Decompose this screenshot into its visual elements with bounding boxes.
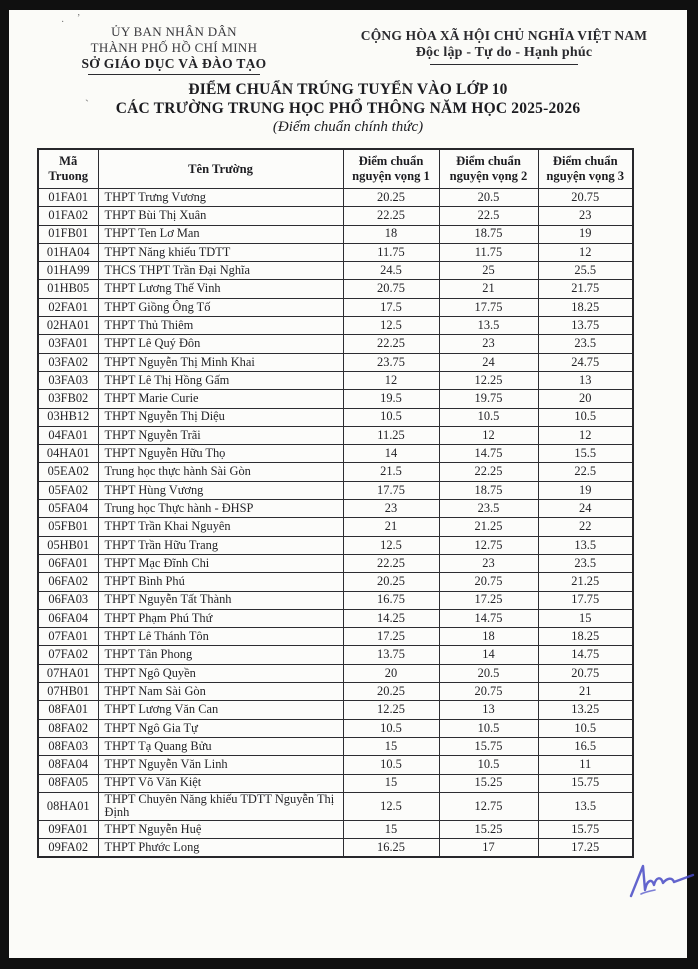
nv2-score-cell: 23 bbox=[439, 554, 538, 572]
nv2-score-cell: 12.25 bbox=[439, 371, 538, 389]
nv2-score-cell: 14.75 bbox=[439, 445, 538, 463]
document-title-line-2: CÁC TRƯỜNG TRUNG HỌC PHỔ THÔNG NĂM HỌC 2025-2026 bbox=[115, 100, 581, 117]
school-name-cell: THPT Nguyễn Thị Minh Khai bbox=[98, 353, 343, 371]
nv3-score-cell: 20.75 bbox=[538, 189, 633, 207]
table-row bbox=[38, 463, 633, 481]
table-row bbox=[38, 207, 633, 225]
nv1-score-cell: 21.5 bbox=[343, 463, 439, 481]
nv1-score-cell: 18 bbox=[343, 225, 439, 243]
nv1-score-cell: 15 bbox=[343, 737, 439, 755]
school-name-cell: THPT Lương Văn Can bbox=[98, 701, 343, 719]
nv2-score-cell: 20.5 bbox=[439, 189, 538, 207]
nv3-score-cell: 19 bbox=[538, 225, 633, 243]
school-code-cell: 08FA01 bbox=[38, 701, 98, 719]
table-row bbox=[38, 518, 633, 536]
nv1-score-cell: 16.75 bbox=[343, 591, 439, 609]
nv3-score-cell: 17.75 bbox=[538, 591, 633, 609]
nv1-score-cell: 22.25 bbox=[343, 554, 439, 572]
nv1-score-cell: 12 bbox=[343, 371, 439, 389]
authority-line-2: THÀNH PHỐ HỒ CHÍ MINH bbox=[90, 40, 258, 55]
nv3-score-cell: 21.75 bbox=[538, 280, 633, 298]
nv2-score-cell: 19.75 bbox=[439, 390, 538, 408]
table-row bbox=[38, 591, 633, 609]
nv1-score-cell: 20.25 bbox=[343, 189, 439, 207]
nv1-score-cell: 17.75 bbox=[343, 481, 439, 499]
table-row bbox=[38, 774, 633, 792]
nv2-score-cell: 12 bbox=[439, 426, 538, 444]
nv3-score-cell: 23 bbox=[538, 207, 633, 225]
nv1-score-cell: 20.25 bbox=[343, 683, 439, 701]
table-row bbox=[38, 426, 633, 444]
school-code-header bbox=[38, 149, 98, 189]
school-name-cell: THPT Marie Curie bbox=[98, 390, 343, 408]
nv2-score-cell: 21 bbox=[439, 280, 538, 298]
nv3-score-cell: 22 bbox=[538, 518, 633, 536]
school-name-cell: THPT Ten Lơ Man bbox=[98, 225, 343, 243]
authority-line-1: ỦY BAN NHÂN DÂN bbox=[111, 24, 237, 39]
nv1-score-cell: 14.25 bbox=[343, 609, 439, 627]
nv1-score-cell: 15 bbox=[343, 774, 439, 792]
school-name-cell: THPT Bùi Thị Xuân bbox=[98, 207, 343, 225]
nv2-score-cell: 22.5 bbox=[439, 207, 538, 225]
nv3-score-cell: 25.5 bbox=[538, 262, 633, 280]
nv2-score-cell: 10.5 bbox=[439, 756, 538, 774]
school-code-cell: 08FA04 bbox=[38, 756, 98, 774]
school-code-cell: 02HA01 bbox=[38, 317, 98, 335]
school-name-cell: THPT Phạm Phú Thứ bbox=[98, 609, 343, 627]
scan-speck: ʼ bbox=[77, 13, 81, 24]
school-code-cell: 07HB01 bbox=[38, 683, 98, 701]
nv3-score-cell: 24.75 bbox=[538, 353, 633, 371]
national-title: CỘNG HÒA XÃ HỘI CHỦ NGHĨA VIỆT NAM bbox=[360, 28, 648, 43]
table-row bbox=[38, 445, 633, 463]
admission-score-table bbox=[37, 148, 634, 858]
school-name-cell: THPT Nguyễn Trãi bbox=[98, 426, 343, 444]
school-name-cell: THPT Lương Thế Vinh bbox=[98, 280, 343, 298]
document-subtitle: (Điểm chuẩn chính thức) bbox=[272, 119, 424, 135]
table-row bbox=[38, 408, 633, 426]
school-name-cell: Trung học thực hành Sài Gòn bbox=[98, 463, 343, 481]
nv2-score-cell: 12.75 bbox=[439, 536, 538, 554]
nv1-header-line2: nguyện vọng 1 bbox=[352, 169, 430, 183]
school-code-cell: 01FA02 bbox=[38, 207, 98, 225]
school-code-cell: 04HA01 bbox=[38, 445, 98, 463]
nv1-score-cell: 20.75 bbox=[343, 280, 439, 298]
table-row bbox=[38, 756, 633, 774]
nv3-score-header bbox=[538, 149, 633, 189]
nv2-score-cell: 15.25 bbox=[439, 820, 538, 838]
school-name-cell: Trung học Thực hành - ĐHSP bbox=[98, 500, 343, 518]
table-row bbox=[38, 839, 633, 858]
school-name-cell: THPT Tân Phong bbox=[98, 646, 343, 664]
nv2-score-cell: 17 bbox=[439, 839, 538, 858]
nv1-score-cell: 22.25 bbox=[343, 335, 439, 353]
school-code-cell: 07FA02 bbox=[38, 646, 98, 664]
table-row bbox=[38, 719, 633, 737]
school-name-cell: THPT Phước Long bbox=[98, 839, 343, 858]
school-name-cell: THPT Mạc Đĩnh Chi bbox=[98, 554, 343, 572]
nv2-score-cell: 21.25 bbox=[439, 518, 538, 536]
nv1-score-cell: 21 bbox=[343, 518, 439, 536]
school-code-cell: 05FB01 bbox=[38, 518, 98, 536]
table-row bbox=[38, 335, 633, 353]
school-name-cell: THPT Tạ Quang Bửu bbox=[98, 737, 343, 755]
table-row bbox=[38, 262, 633, 280]
school-code-cell: 01FB01 bbox=[38, 225, 98, 243]
nv3-score-cell: 13.5 bbox=[538, 792, 633, 820]
nv2-score-cell: 17.75 bbox=[439, 298, 538, 316]
nv1-score-cell: 16.25 bbox=[343, 839, 439, 858]
nv1-score-cell: 10.5 bbox=[343, 408, 439, 426]
nv3-score-cell: 18.25 bbox=[538, 298, 633, 316]
table-row bbox=[38, 628, 633, 646]
table-row bbox=[38, 390, 633, 408]
school-name-cell: THPT Trần Khai Nguyên bbox=[98, 518, 343, 536]
school-code-header-line1: Mã bbox=[59, 154, 78, 168]
table-row bbox=[38, 371, 633, 389]
nv1-score-cell: 13.75 bbox=[343, 646, 439, 664]
nv3-score-cell: 21.25 bbox=[538, 573, 633, 591]
nv1-score-cell: 20.25 bbox=[343, 573, 439, 591]
school-name-cell: THPT Ngô Quyền bbox=[98, 664, 343, 682]
nv2-score-cell: 10.5 bbox=[439, 408, 538, 426]
school-name-cell: THPT Bình Phú bbox=[98, 573, 343, 591]
school-name-cell: THPT Trưng Vương bbox=[98, 189, 343, 207]
school-code-cell: 07FA01 bbox=[38, 628, 98, 646]
school-name-header: Tên Trường bbox=[98, 149, 343, 189]
nv1-score-cell: 10.5 bbox=[343, 756, 439, 774]
table-row bbox=[38, 664, 633, 682]
school-name-cell: THPT Năng khiếu TDTT bbox=[98, 243, 343, 261]
nv2-score-cell: 18.75 bbox=[439, 225, 538, 243]
school-code-cell: 07HA01 bbox=[38, 664, 98, 682]
nv2-score-cell: 18.75 bbox=[439, 481, 538, 499]
nv2-score-cell: 23 bbox=[439, 335, 538, 353]
nv1-header-line1: Điểm chuẩn bbox=[358, 154, 424, 168]
table-row bbox=[38, 189, 633, 207]
nv3-score-cell: 14.75 bbox=[538, 646, 633, 664]
nv2-score-cell: 10.5 bbox=[439, 719, 538, 737]
nv3-score-cell: 13.75 bbox=[538, 317, 633, 335]
nv3-score-cell: 13.25 bbox=[538, 701, 633, 719]
table-row bbox=[38, 792, 633, 820]
nv2-score-cell: 18 bbox=[439, 628, 538, 646]
score-table-container bbox=[37, 148, 634, 858]
nv2-score-cell: 23.5 bbox=[439, 500, 538, 518]
nv3-score-cell: 21 bbox=[538, 683, 633, 701]
nv1-score-cell: 12.5 bbox=[343, 792, 439, 820]
nv2-score-cell: 17.25 bbox=[439, 591, 538, 609]
school-code-cell: 03FA03 bbox=[38, 371, 98, 389]
school-name-cell: THPT Hùng Vương bbox=[98, 481, 343, 499]
national-motto: Độc lập - Tự do - Hạnh phúc bbox=[415, 45, 593, 60]
table-row bbox=[38, 225, 633, 243]
nv1-score-cell: 10.5 bbox=[343, 719, 439, 737]
table-row bbox=[38, 536, 633, 554]
nv1-score-cell: 11.25 bbox=[343, 426, 439, 444]
nv2-header-line2: nguyện vọng 2 bbox=[449, 169, 528, 183]
document-title-block bbox=[9, 81, 687, 137]
table-row bbox=[38, 820, 633, 838]
nv3-header-line2: nguyện vọng 3 bbox=[546, 169, 625, 183]
school-code-cell: 01HB05 bbox=[38, 280, 98, 298]
nv2-score-cell: 14.75 bbox=[439, 609, 538, 627]
school-code-cell: 09FA02 bbox=[38, 839, 98, 858]
nv2-score-cell: 24 bbox=[439, 353, 538, 371]
nv1-score-cell: 24.5 bbox=[343, 262, 439, 280]
nv3-score-cell: 20.75 bbox=[538, 664, 633, 682]
nv3-score-cell: 15.75 bbox=[538, 820, 633, 838]
school-name-cell: THPT Trần Hữu Trang bbox=[98, 536, 343, 554]
nv2-score-cell: 13.5 bbox=[439, 317, 538, 335]
document-page bbox=[9, 10, 687, 958]
table-row bbox=[38, 500, 633, 518]
table-header-row bbox=[38, 149, 633, 189]
school-code-cell: 01HA99 bbox=[38, 262, 98, 280]
nv2-score-cell: 22.25 bbox=[439, 463, 538, 481]
nv1-score-cell: 12.25 bbox=[343, 701, 439, 719]
nv2-score-cell: 20.75 bbox=[439, 573, 538, 591]
scan-speck: ˎ bbox=[85, 88, 89, 102]
school-name-cell: THPT Võ Văn Kiệt bbox=[98, 774, 343, 792]
nv1-score-cell: 17.25 bbox=[343, 628, 439, 646]
nv2-score-cell: 12.75 bbox=[439, 792, 538, 820]
school-name-cell: THPT Nguyễn Hữu Thọ bbox=[98, 445, 343, 463]
nv1-score-cell: 12.5 bbox=[343, 536, 439, 554]
nv3-score-cell: 12 bbox=[538, 243, 633, 261]
table-row bbox=[38, 737, 633, 755]
school-code-header-line2: Truong bbox=[48, 169, 89, 183]
scan-speck: · bbox=[61, 17, 65, 28]
nv2-score-header bbox=[439, 149, 538, 189]
nv3-score-cell: 15.75 bbox=[538, 774, 633, 792]
school-code-cell: 08FA03 bbox=[38, 737, 98, 755]
school-name-cell: THPT Nguyễn Văn Linh bbox=[98, 756, 343, 774]
department-name: SỞ GIÁO DỤC VÀ ĐÀO TẠO bbox=[81, 56, 267, 71]
table-row bbox=[38, 481, 633, 499]
table-row bbox=[38, 554, 633, 572]
school-name-cell: THPT Thủ Thiêm bbox=[98, 317, 343, 335]
issuing-authority-block bbox=[24, 24, 324, 75]
document-title-line-1: ĐIỂM CHUẨN TRÚNG TUYỂN VÀO LỚP 10 bbox=[188, 81, 508, 98]
nv3-score-cell: 10.5 bbox=[538, 408, 633, 426]
school-name-cell: THPT Giồng Ông Tố bbox=[98, 298, 343, 316]
school-code-cell: 06FA02 bbox=[38, 573, 98, 591]
school-name-cell: THPT Nguyễn Tất Thành bbox=[98, 591, 343, 609]
nv1-score-cell: 22.25 bbox=[343, 207, 439, 225]
nv2-score-cell: 13 bbox=[439, 701, 538, 719]
nv2-score-cell: 14 bbox=[439, 646, 538, 664]
nv1-score-header bbox=[343, 149, 439, 189]
table-row bbox=[38, 646, 633, 664]
nv3-header-line1: Điểm chuẩn bbox=[552, 154, 618, 168]
school-code-cell: 08HA01 bbox=[38, 792, 98, 820]
school-name-cell: THPT Chuyên Năng khiếu TDTT Nguyễn Thị Định bbox=[98, 792, 343, 820]
nv3-score-cell: 20 bbox=[538, 390, 633, 408]
motto-underline bbox=[430, 64, 578, 65]
nv1-score-cell: 23 bbox=[343, 500, 439, 518]
table-row bbox=[38, 243, 633, 261]
nv3-score-cell: 13 bbox=[538, 371, 633, 389]
school-code-cell: 01FA01 bbox=[38, 189, 98, 207]
nv1-score-cell: 17.5 bbox=[343, 298, 439, 316]
school-name-cell: THPT Lê Thánh Tôn bbox=[98, 628, 343, 646]
table-row bbox=[38, 317, 633, 335]
department-underline bbox=[88, 74, 260, 75]
school-name-cell: THPT Lê Quý Đôn bbox=[98, 335, 343, 353]
nv3-score-cell: 11 bbox=[538, 756, 633, 774]
school-name-cell: THPT Ngô Gia Tự bbox=[98, 719, 343, 737]
school-code-cell: 03FB02 bbox=[38, 390, 98, 408]
nv3-score-cell: 18.25 bbox=[538, 628, 633, 646]
nv3-score-cell: 13.5 bbox=[538, 536, 633, 554]
nv2-score-cell: 11.75 bbox=[439, 243, 538, 261]
nv1-score-cell: 15 bbox=[343, 820, 439, 838]
table-row bbox=[38, 609, 633, 627]
nv3-score-cell: 23.5 bbox=[538, 335, 633, 353]
table-row bbox=[38, 298, 633, 316]
school-code-cell: 05FA02 bbox=[38, 481, 98, 499]
nv2-header-line1: Điểm chuẩn bbox=[456, 154, 521, 168]
nv3-score-cell: 24 bbox=[538, 500, 633, 518]
nv3-score-cell: 15.5 bbox=[538, 445, 633, 463]
signature-scribble-icon bbox=[621, 858, 698, 906]
school-code-cell: 03HB12 bbox=[38, 408, 98, 426]
school-code-cell: 02FA01 bbox=[38, 298, 98, 316]
nv3-score-cell: 15 bbox=[538, 609, 633, 627]
nv1-score-cell: 12.5 bbox=[343, 317, 439, 335]
nv3-score-cell: 22.5 bbox=[538, 463, 633, 481]
nv1-score-cell: 23.75 bbox=[343, 353, 439, 371]
school-code-cell: 06FA03 bbox=[38, 591, 98, 609]
school-code-cell: 05HB01 bbox=[38, 536, 98, 554]
national-motto-block bbox=[344, 27, 664, 65]
school-name-cell: THPT Nguyễn Huệ bbox=[98, 820, 343, 838]
nv3-score-cell: 16.5 bbox=[538, 737, 633, 755]
table-row bbox=[38, 683, 633, 701]
nv3-score-cell: 10.5 bbox=[538, 719, 633, 737]
nv1-score-cell: 19.5 bbox=[343, 390, 439, 408]
school-name-cell: THCS THPT Trần Đại Nghĩa bbox=[98, 262, 343, 280]
school-code-cell: 09FA01 bbox=[38, 820, 98, 838]
school-code-cell: 04FA01 bbox=[38, 426, 98, 444]
nv3-score-cell: 19 bbox=[538, 481, 633, 499]
school-code-cell: 05EA02 bbox=[38, 463, 98, 481]
table-row bbox=[38, 701, 633, 719]
score-table-body bbox=[38, 189, 633, 858]
school-code-cell: 03FA02 bbox=[38, 353, 98, 371]
school-code-cell: 08FA05 bbox=[38, 774, 98, 792]
table-row bbox=[38, 280, 633, 298]
nv2-score-cell: 15.75 bbox=[439, 737, 538, 755]
school-code-cell: 01HA04 bbox=[38, 243, 98, 261]
nv1-score-cell: 14 bbox=[343, 445, 439, 463]
nv3-score-cell: 23.5 bbox=[538, 554, 633, 572]
school-name-cell: THPT Nguyễn Thị Diệu bbox=[98, 408, 343, 426]
school-code-cell: 06FA04 bbox=[38, 609, 98, 627]
nv2-score-cell: 25 bbox=[439, 262, 538, 280]
table-row bbox=[38, 353, 633, 371]
school-name-cell: THPT Lê Thị Hồng Gấm bbox=[98, 371, 343, 389]
nv1-score-cell: 11.75 bbox=[343, 243, 439, 261]
nv2-score-cell: 15.25 bbox=[439, 774, 538, 792]
school-name-cell: THPT Nam Sài Gòn bbox=[98, 683, 343, 701]
nv1-score-cell: 20 bbox=[343, 664, 439, 682]
nv2-score-cell: 20.75 bbox=[439, 683, 538, 701]
nv2-score-cell: 20.5 bbox=[439, 664, 538, 682]
nv3-score-cell: 17.25 bbox=[538, 839, 633, 858]
school-code-cell: 05FA04 bbox=[38, 500, 98, 518]
school-code-cell: 08FA02 bbox=[38, 719, 98, 737]
school-code-cell: 06FA01 bbox=[38, 554, 98, 572]
table-row bbox=[38, 573, 633, 591]
school-code-cell: 03FA01 bbox=[38, 335, 98, 353]
nv3-score-cell: 12 bbox=[538, 426, 633, 444]
